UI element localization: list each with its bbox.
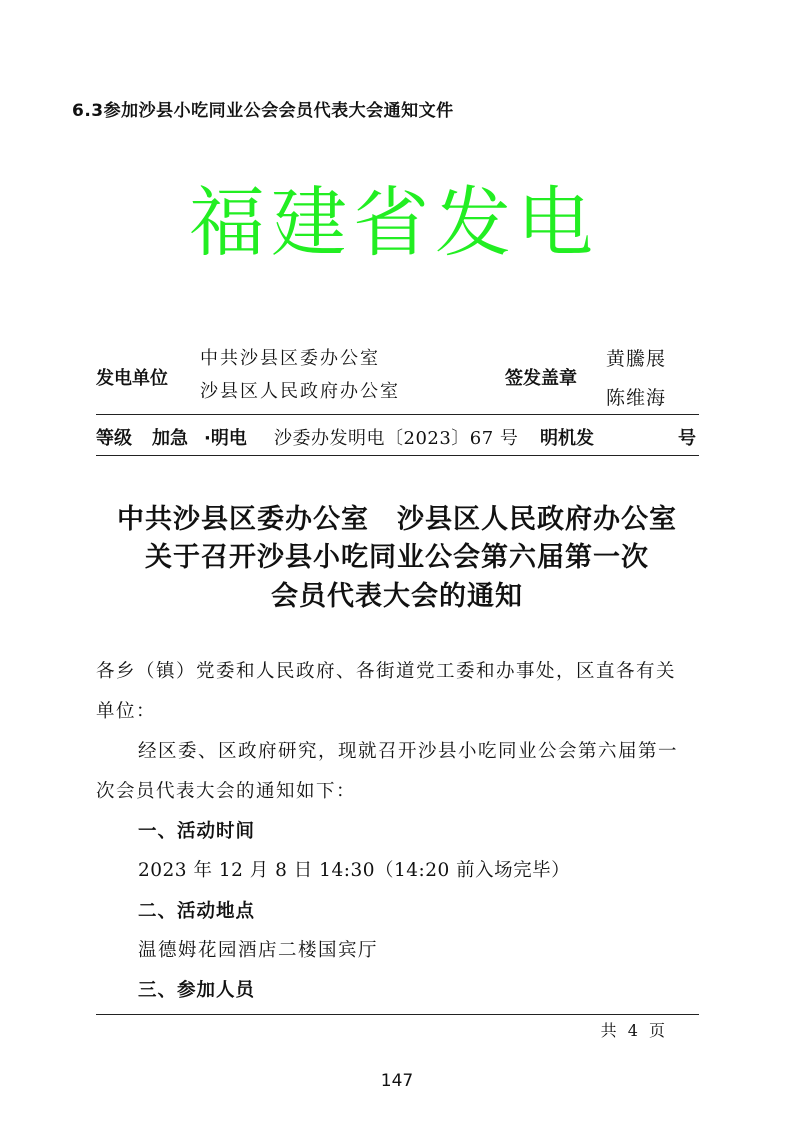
doc-title-line-2: 关于召开沙县小吃同业公会第六届第一次	[145, 542, 649, 573]
telegram-type: ·明电	[204, 428, 247, 449]
sender-unit-2: 沙县区人民政府办公室	[200, 381, 400, 402]
intro-line-2: 次会员代表大会的通知如下：	[96, 781, 357, 802]
clear-code-label: 明机发	[540, 428, 594, 449]
signer-name-1: 黄騰展	[606, 348, 667, 370]
section-heading-time: 一、活动时间	[138, 821, 256, 842]
footer-rule	[96, 1014, 699, 1015]
urgency-level: 加急	[152, 428, 188, 449]
doc-title-line-1: 中共沙县区委办公室 沙县区人民政府办公室	[117, 504, 677, 535]
signer-label: 签发盖章	[505, 368, 577, 389]
intro-line-1: 经区委、区政府研究，现就召开沙县小吃同业公会第六届第一	[138, 741, 679, 762]
section-heading: 6.3参加沙县小吃同业公会会员代表大会通知文件	[72, 101, 454, 121]
section-text-time: 2023 年 12 月 8 日 14:30（14:20 前入场完毕）	[138, 860, 571, 881]
section-text-location: 温德姆花园酒店二楼国宾厅	[138, 940, 379, 961]
addressee-line-2: 单位：	[96, 701, 157, 722]
grade-label: 等级	[96, 428, 132, 449]
page-number: 147	[380, 1071, 414, 1091]
section-heading-location: 二、活动地点	[138, 901, 256, 922]
number-suffix: 号	[678, 428, 696, 449]
rule-top	[96, 414, 699, 415]
rule-bottom	[96, 455, 699, 456]
doc-number: 沙委办发明电〔2023〕67 号	[274, 428, 519, 449]
signer-name-2: 陈维海	[606, 387, 667, 409]
addressee-line-1: 各乡（镇）党委和人民政府、各街道党工委和办事处，区直各有关	[96, 661, 677, 682]
sender-unit-1: 中共沙县区委办公室	[200, 348, 380, 369]
telegram-title: 福建省发电	[189, 178, 599, 267]
section-heading-attendees: 三、参加人员	[138, 980, 256, 1001]
doc-title-line-3: 会员代表大会的通知	[271, 581, 523, 612]
sender-label: 发电单位	[96, 368, 168, 389]
page-count: 共 4 页	[600, 1021, 668, 1040]
